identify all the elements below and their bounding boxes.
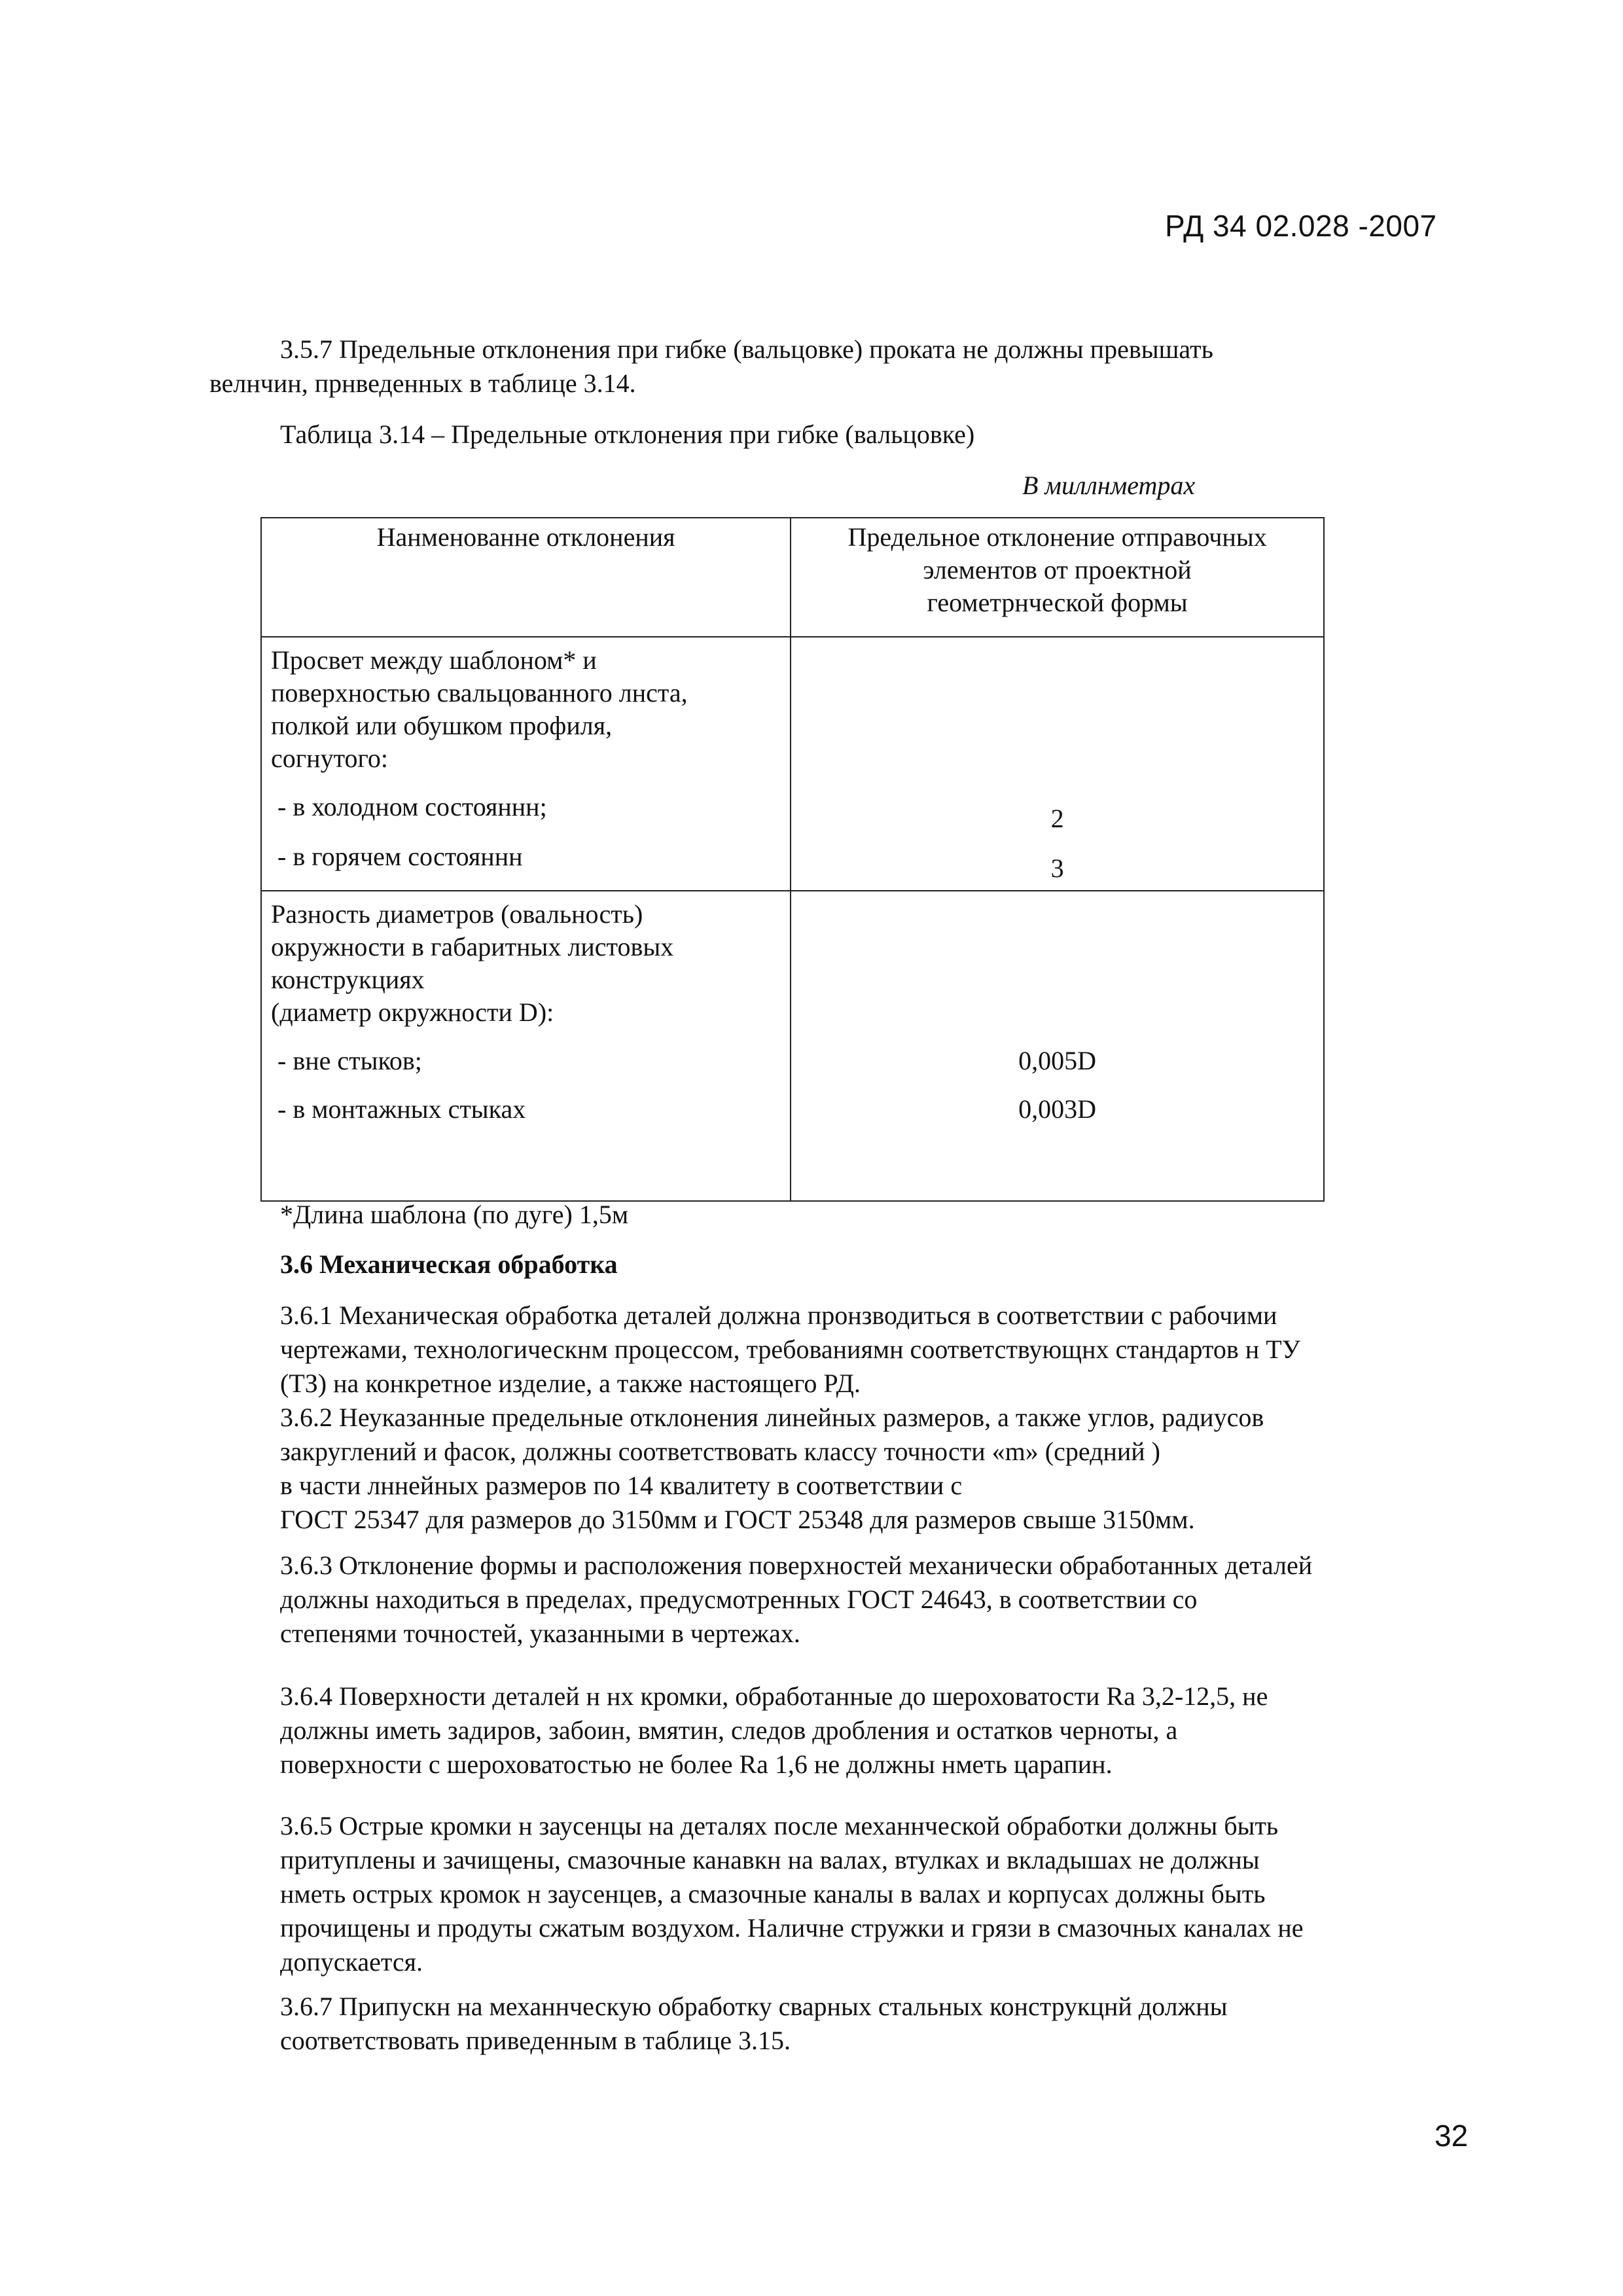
paragraph-3-6-1 xyxy=(280,1299,1300,1401)
text-line: степенями точностей, указанными в чертежах. xyxy=(280,1619,800,1648)
header-limit-deviation xyxy=(791,518,1324,637)
document-code: РД 34 02.028 -2007 xyxy=(1165,209,1437,243)
section-title-line: Просвет между шаблоном* и xyxy=(271,645,597,675)
section2-description xyxy=(261,891,791,1201)
header-line: геометрнческой формы xyxy=(927,588,1188,617)
section2-values xyxy=(791,891,1324,1201)
table-header-row xyxy=(261,518,1324,637)
deviation-table xyxy=(260,517,1325,1202)
header-line: Предельное отклонение отправочных xyxy=(847,522,1267,552)
item-value: 3 xyxy=(1050,853,1064,883)
text-line: соответствовать приведенным в таблице 3.15. xyxy=(280,2026,791,2055)
item-value: 0,003D xyxy=(1018,1094,1097,1124)
text-line: 3.6.1 Механическая обработка деталей должна пронзводиться в соответствии с рабочими xyxy=(280,1300,1277,1330)
item-label: - в монтажных стыках xyxy=(271,1094,526,1124)
item-label: - в холодном состояннн; xyxy=(271,792,547,821)
text-line: 3.6.2 Неуказанные предельные отклонения линейных размеров, а также углов, радиусов xyxy=(280,1403,1264,1432)
section-heading: 3.6 Механическая обработка xyxy=(280,1249,618,1279)
text-line: 3.5.7 Предельные отклонения при гибке (вальцовке) проката не должны превышать xyxy=(280,334,1213,364)
section1-values xyxy=(791,637,1324,891)
section-title-line: полкой или обушком профиля, xyxy=(271,711,613,740)
item-value: 2 xyxy=(1050,804,1064,833)
header-line: элементов от проектной xyxy=(923,555,1192,584)
section-title-line: окружности в габаритных листовых xyxy=(271,932,674,961)
text-line: 3.6.4 Поверхности деталей н нх кромки, обработанные до шероховатости Ra 3,2-12,5, не xyxy=(280,1681,1268,1711)
section-title-line: конструкциях xyxy=(271,965,425,994)
text-line: должны иметь задиров, забоин, вмятин, следов дробления и остатков черноты, а xyxy=(280,1715,1178,1745)
paragraph-3-6-5 xyxy=(280,1809,1303,1979)
text-line: прочищены и продуты сжатым воздухом. Наличне стружки и грязи в смазочных каналах не xyxy=(280,1913,1304,1943)
paragraph-3-6-3 xyxy=(280,1549,1312,1651)
table-row xyxy=(261,891,1324,1201)
text-line: чертежами, технологическнм процессом, требованиямн соответствующнх стандартов н ТУ xyxy=(280,1335,1300,1364)
item-value: 0,005D xyxy=(1018,1046,1097,1075)
text-line: (ТЗ) на конкретное изделие, а также настоящего РД. xyxy=(280,1369,861,1398)
section-title-line: (диаметр окружности D): xyxy=(271,997,554,1027)
text-line: допускается. xyxy=(280,1947,423,1977)
table-row xyxy=(261,637,1324,891)
text-line: 3.6.5 Острые кромки н заусенцы на деталях после механнческой обработки должны быть xyxy=(280,1811,1279,1840)
paragraph-3-6-7 xyxy=(280,1990,1228,2058)
text-line: нметь острых кромок н заусенцев, а смазочные каналы в валах и корпусах должны быть xyxy=(280,1879,1266,1909)
section-title-line: согнутого: xyxy=(271,744,389,773)
text-line: притуплены и зачищены, смазочные канавкн на валах, втулках и вкладышах не должны xyxy=(280,1845,1260,1874)
table-unit: В миллнметрах xyxy=(1022,471,1196,500)
paragraph-3-5-7 xyxy=(209,332,1213,401)
text-line: 3.6.7 Припускн на механнческую обработку сварных стальных конструкцнй должны xyxy=(280,1992,1228,2021)
paragraph-3-6-2 xyxy=(280,1401,1264,1537)
section-title-line: поверхностью свальцованного лнста, xyxy=(271,678,688,708)
text-line: 3.6.3 Отклонение формы и расположения поверхностей механически обработанных деталей xyxy=(280,1551,1313,1580)
item-label: - в горячем состояннн xyxy=(271,842,523,871)
text-line: должны находиться в пределах, предусмотренных ГОСТ 24643, в соответствии со xyxy=(280,1585,1198,1614)
text-line: поверхности с шероховатостью не более Ra 1,6 не должны нметь царапин. xyxy=(280,1749,1113,1779)
table-caption: Таблица 3.14 – Предельные отклонения при гибке (вальцовке) xyxy=(280,420,975,449)
table-footnote: *Длина шаблона (по дуге) 1,5м xyxy=(280,1200,629,1229)
section-title-line: Разность диаметров (овальность) xyxy=(271,899,643,929)
header-deviation-name: Нанменованне отклонения xyxy=(261,518,791,637)
page-number: 32 xyxy=(1435,2119,1469,2153)
item-label: - вне стыков; xyxy=(271,1046,422,1075)
section1-description xyxy=(261,637,791,891)
text-line: велнчин, прнведенных в таблице 3.14. xyxy=(209,368,636,398)
text-line: закруглений и фасок, должны соответствовать классу точности «m» (средний ) xyxy=(280,1437,1160,1466)
text-line: в части лннейных размеров по 14 квалитету в соответствии с xyxy=(280,1471,963,1500)
text-line: ГОСТ 25347 для размеров до 3150мм и ГОСТ 25348 для размеров свыше 3150мм. xyxy=(280,1505,1195,1534)
paragraph-3-6-4 xyxy=(280,1679,1268,1782)
